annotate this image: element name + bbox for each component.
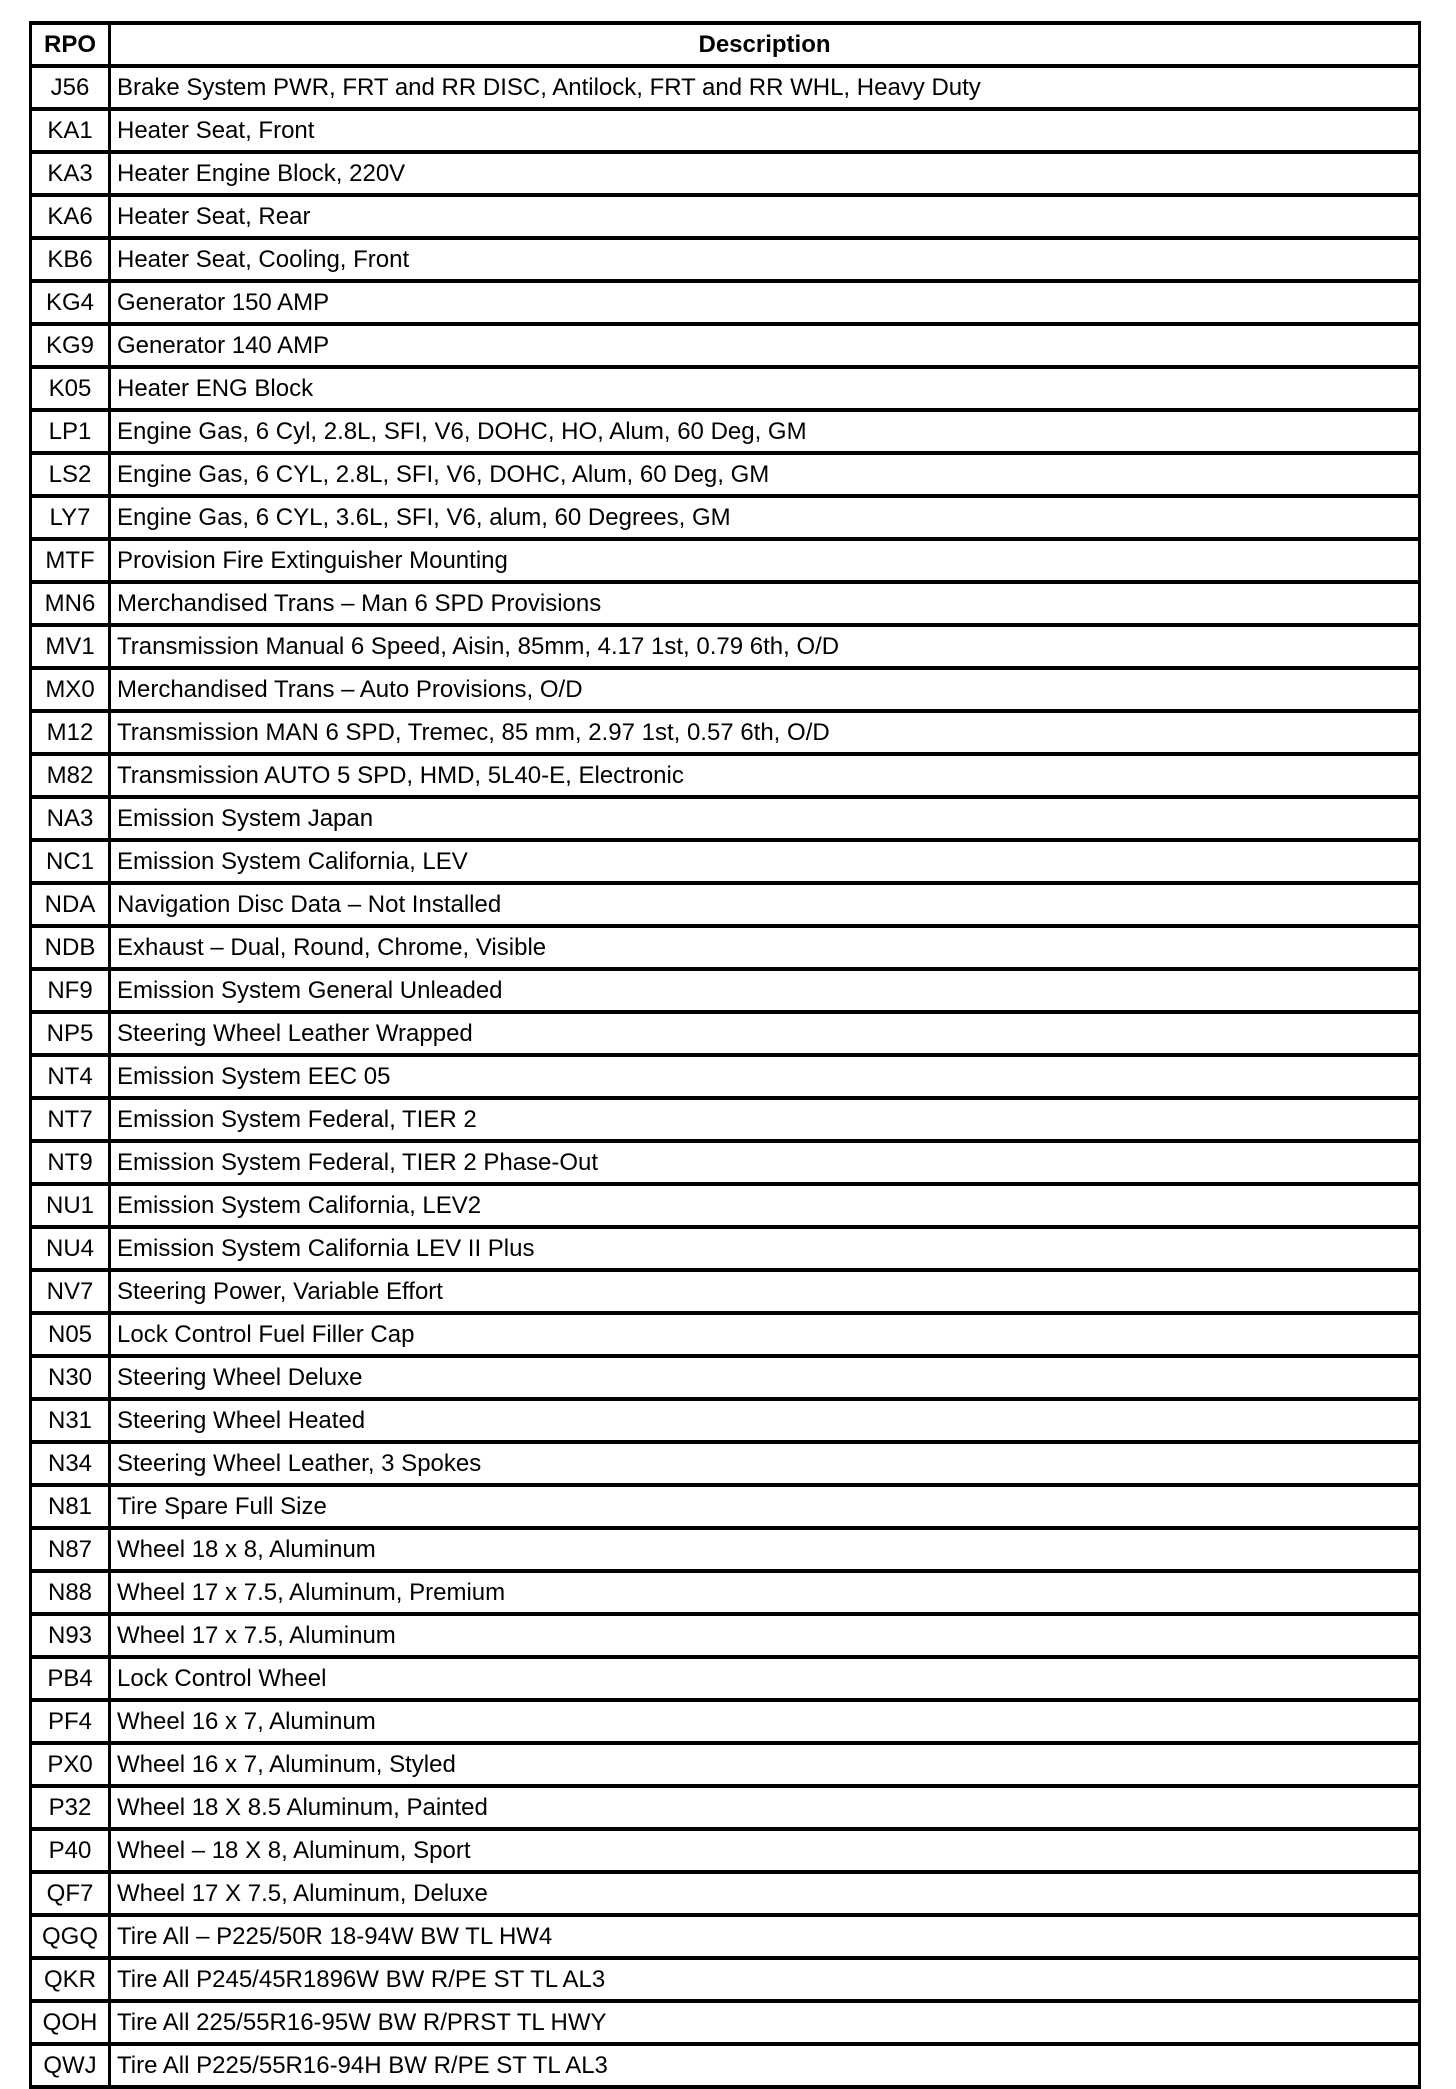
- rpo-code-cell: PB4: [31, 1657, 110, 1700]
- table-row: [31, 1270, 1420, 1313]
- table-row: [31, 367, 1420, 410]
- description-cell: Wheel 18 X 8.5 Aluminum, Painted: [110, 1786, 1420, 1829]
- table-row: [31, 1184, 1420, 1227]
- rpo-code-cell: N88: [31, 1571, 110, 1614]
- rpo-code-cell: QF7: [31, 1872, 110, 1915]
- table-row: [31, 1571, 1420, 1614]
- rpo-code-cell: NU4: [31, 1227, 110, 1270]
- description-cell: Generator 140 AMP: [110, 324, 1420, 367]
- rpo-code-cell: NT4: [31, 1055, 110, 1098]
- rpo-code-cell: KG4: [31, 281, 110, 324]
- description-cell: Exhaust – Dual, Round, Chrome, Visible: [110, 926, 1420, 969]
- table-row: [31, 754, 1420, 797]
- table-row: [31, 281, 1420, 324]
- table-row: [31, 1657, 1420, 1700]
- description-cell: Generator 150 AMP: [110, 281, 1420, 324]
- table-row: [31, 2001, 1420, 2044]
- table-row: [31, 1227, 1420, 1270]
- description-cell: Wheel 17 x 7.5, Aluminum, Premium: [110, 1571, 1420, 1614]
- table-row: [31, 840, 1420, 883]
- description-cell: Tire Spare Full Size: [110, 1485, 1420, 1528]
- table-row: [31, 969, 1420, 1012]
- description-cell: Emission System EEC 05: [110, 1055, 1420, 1098]
- table-row: [31, 1442, 1420, 1485]
- table-row: [31, 1700, 1420, 1743]
- rpo-code-cell: NP5: [31, 1012, 110, 1055]
- rpo-code-cell: N05: [31, 1313, 110, 1356]
- rpo-code-cell: KA3: [31, 152, 110, 195]
- table-row: [31, 1786, 1420, 1829]
- table-row: [31, 711, 1420, 754]
- table-header: [31, 23, 1420, 66]
- rpo-code-cell: QWJ: [31, 2044, 110, 2087]
- description-cell: Emission System California, LEV: [110, 840, 1420, 883]
- description-cell: Heater Seat, Rear: [110, 195, 1420, 238]
- table-row: [31, 1528, 1420, 1571]
- description-cell: Provision Fire Extinguisher Mounting: [110, 539, 1420, 582]
- rpo-code-cell: N81: [31, 1485, 110, 1528]
- rpo-code-cell: N31: [31, 1399, 110, 1442]
- table-row: [31, 1614, 1420, 1657]
- description-cell: Emission System California, LEV2: [110, 1184, 1420, 1227]
- table-row: [31, 66, 1420, 109]
- table-row: [31, 1313, 1420, 1356]
- table-row: [31, 195, 1420, 238]
- table-row: [31, 453, 1420, 496]
- description-cell: Wheel 17 x 7.5, Aluminum: [110, 1614, 1420, 1657]
- description-cell: Engine Gas, 6 CYL, 3.6L, SFI, V6, alum, 60 Degrees, GM: [110, 496, 1420, 539]
- rpo-code-cell: M12: [31, 711, 110, 754]
- table-row: [31, 1399, 1420, 1442]
- rpo-code-cell: LS2: [31, 453, 110, 496]
- table-row: [31, 1829, 1420, 1872]
- table-row: [31, 1055, 1420, 1098]
- table-row: [31, 926, 1420, 969]
- rpo-code-cell: N93: [31, 1614, 110, 1657]
- table-row: [31, 1141, 1420, 1184]
- description-cell: Steering Power, Variable Effort: [110, 1270, 1420, 1313]
- rpo-code-cell: PF4: [31, 1700, 110, 1743]
- description-cell: Lock Control Wheel: [110, 1657, 1420, 1700]
- rpo-code-cell: P32: [31, 1786, 110, 1829]
- table-row: [31, 883, 1420, 926]
- rpo-code-cell: NT7: [31, 1098, 110, 1141]
- header-row: [31, 23, 1420, 66]
- description-cell: Brake System PWR, FRT and RR DISC, Antilock, FRT and RR WHL, Heavy Duty: [110, 66, 1420, 109]
- rpo-code-cell: LY7: [31, 496, 110, 539]
- description-cell: Tire All 225/55R16-95W BW R/PRST TL HWY: [110, 2001, 1420, 2044]
- description-cell: Wheel 16 x 7, Aluminum: [110, 1700, 1420, 1743]
- rpo-code-cell: NU1: [31, 1184, 110, 1227]
- rpo-code-cell: J56: [31, 66, 110, 109]
- description-cell: Wheel 17 X 7.5, Aluminum, Deluxe: [110, 1872, 1420, 1915]
- rpo-code-cell: LP1: [31, 410, 110, 453]
- table-row: [31, 1098, 1420, 1141]
- description-cell: Transmission AUTO 5 SPD, HMD, 5L40-E, Electronic: [110, 754, 1420, 797]
- description-cell: Emission System California LEV II Plus: [110, 1227, 1420, 1270]
- rpo-code-cell: QKR: [31, 1958, 110, 2001]
- description-cell: Tire All P225/55R16-94H BW R/PE ST TL AL3: [110, 2044, 1420, 2087]
- rpo-code-cell: PX0: [31, 1743, 110, 1786]
- rpo-code-cell: NV7: [31, 1270, 110, 1313]
- rpo-code-cell: P40: [31, 1829, 110, 1872]
- table-row: [31, 582, 1420, 625]
- rpo-code-cell: NA3: [31, 797, 110, 840]
- description-cell: Tire All P245/45R1896W BW R/PE ST TL AL3: [110, 1958, 1420, 2001]
- description-cell: Heater Engine Block, 220V: [110, 152, 1420, 195]
- table-row: [31, 1915, 1420, 1958]
- table-row: [31, 238, 1420, 281]
- description-cell: Tire All – P225/50R 18-94W BW TL HW4: [110, 1915, 1420, 1958]
- rpo-code-cell: NDB: [31, 926, 110, 969]
- description-cell: Navigation Disc Data – Not Installed: [110, 883, 1420, 926]
- table-row: [31, 109, 1420, 152]
- description-column-header: Description: [110, 23, 1420, 66]
- description-cell: Emission System Japan: [110, 797, 1420, 840]
- rpo-table: [29, 21, 1421, 2089]
- rpo-code-cell: KB6: [31, 238, 110, 281]
- description-cell: Steering Wheel Heated: [110, 1399, 1420, 1442]
- description-cell: Emission System Federal, TIER 2: [110, 1098, 1420, 1141]
- rpo-code-cell: N87: [31, 1528, 110, 1571]
- table-row: [31, 496, 1420, 539]
- description-cell: Merchandised Trans – Man 6 SPD Provisions: [110, 582, 1420, 625]
- rpo-code-cell: KA1: [31, 109, 110, 152]
- description-cell: Wheel 18 x 8, Aluminum: [110, 1528, 1420, 1571]
- rpo-code-cell: M82: [31, 754, 110, 797]
- table-row: [31, 152, 1420, 195]
- description-cell: Engine Gas, 6 CYL, 2.8L, SFI, V6, DOHC, Alum, 60 Deg, GM: [110, 453, 1420, 496]
- description-cell: Steering Wheel Deluxe: [110, 1356, 1420, 1399]
- rpo-code-cell: K05: [31, 367, 110, 410]
- rpo-code-cell: NF9: [31, 969, 110, 1012]
- description-cell: Steering Wheel Leather, 3 Spokes: [110, 1442, 1420, 1485]
- table-row: [31, 1485, 1420, 1528]
- rpo-code-cell: QGQ: [31, 1915, 110, 1958]
- description-cell: Transmission MAN 6 SPD, Tremec, 85 mm, 2.97 1st, 0.57 6th, O/D: [110, 711, 1420, 754]
- table-row: [31, 410, 1420, 453]
- description-cell: Emission System General Unleaded: [110, 969, 1420, 1012]
- rpo-code-cell: KA6: [31, 195, 110, 238]
- table-row: [31, 625, 1420, 668]
- table-row: [31, 1356, 1420, 1399]
- description-cell: Heater ENG Block: [110, 367, 1420, 410]
- description-cell: Heater Seat, Cooling, Front: [110, 238, 1420, 281]
- description-cell: Merchandised Trans – Auto Provisions, O/D: [110, 668, 1420, 711]
- rpo-code-cell: QOH: [31, 2001, 110, 2044]
- table-row: [31, 2044, 1420, 2087]
- description-cell: Steering Wheel Leather Wrapped: [110, 1012, 1420, 1055]
- table-body: [31, 66, 1420, 2087]
- description-cell: Wheel – 18 X 8, Aluminum, Sport: [110, 1829, 1420, 1872]
- table-row: [31, 1012, 1420, 1055]
- description-cell: Emission System Federal, TIER 2 Phase-Out: [110, 1141, 1420, 1184]
- description-cell: Lock Control Fuel Filler Cap: [110, 1313, 1420, 1356]
- description-cell: Transmission Manual 6 Speed, Aisin, 85mm, 4.17 1st, 0.79 6th, O/D: [110, 625, 1420, 668]
- table-row: [31, 1872, 1420, 1915]
- rpo-column-header: RPO: [31, 23, 110, 66]
- table-row: [31, 324, 1420, 367]
- table-row: [31, 539, 1420, 582]
- table-row: [31, 668, 1420, 711]
- rpo-code-cell: MTF: [31, 539, 110, 582]
- table-row: [31, 797, 1420, 840]
- description-cell: Heater Seat, Front: [110, 109, 1420, 152]
- rpo-code-cell: N30: [31, 1356, 110, 1399]
- rpo-code-cell: NT9: [31, 1141, 110, 1184]
- table-row: [31, 1958, 1420, 2001]
- rpo-code-cell: KG9: [31, 324, 110, 367]
- rpo-code-cell: MN6: [31, 582, 110, 625]
- rpo-code-cell: NDA: [31, 883, 110, 926]
- rpo-code-cell: MX0: [31, 668, 110, 711]
- rpo-code-cell: NC1: [31, 840, 110, 883]
- description-cell: Wheel 16 x 7, Aluminum, Styled: [110, 1743, 1420, 1786]
- rpo-code-cell: MV1: [31, 625, 110, 668]
- rpo-code-cell: N34: [31, 1442, 110, 1485]
- table-row: [31, 1743, 1420, 1786]
- description-cell: Engine Gas, 6 Cyl, 2.8L, SFI, V6, DOHC, HO, Alum, 60 Deg, GM: [110, 410, 1420, 453]
